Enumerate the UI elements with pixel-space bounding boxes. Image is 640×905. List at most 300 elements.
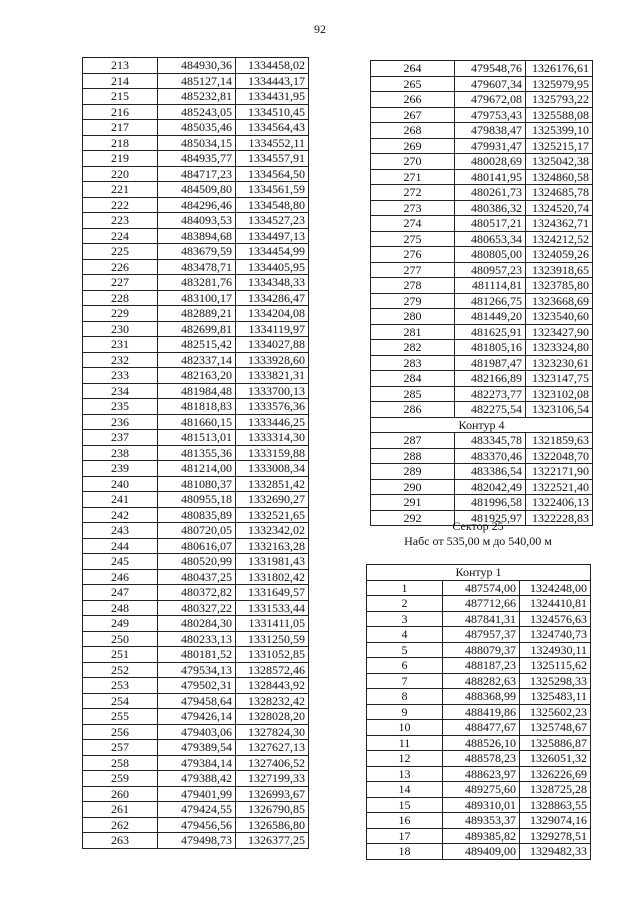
point-number: 265 [371,76,455,92]
y-coordinate: 1324576,63 [520,611,591,627]
y-coordinate: 1327406,52 [236,755,309,771]
point-number: 239 [83,461,158,477]
x-coordinate: 479389,54 [158,740,236,756]
y-coordinate: 1322521,40 [526,479,593,495]
y-coordinate: 1331411,05 [236,616,309,632]
table-row [371,185,593,201]
y-coordinate: 1329278,51 [520,828,591,844]
point-number: 12 [367,751,443,767]
x-coordinate: 481449,20 [455,309,526,325]
x-coordinate: 482273,77 [455,386,526,402]
point-number: 255 [83,709,158,725]
point-number: 257 [83,740,158,756]
point-number: 241 [83,492,158,508]
point-number: 270 [371,154,455,170]
x-coordinate: 489310,01 [443,797,520,813]
y-coordinate: 1328725,28 [520,782,591,798]
table-row [371,76,593,92]
x-coordinate: 479426,14 [158,709,236,725]
point-number: 274 [371,216,455,232]
point-number: 287 [371,433,455,449]
table-row [83,89,309,105]
point-number: 281 [371,324,455,340]
table-row [367,844,591,860]
y-coordinate: 1334557,91 [236,151,309,167]
table-row [371,293,593,309]
x-coordinate: 480517,21 [455,216,526,232]
sector-heading [366,519,590,549]
x-coordinate: 483478,71 [158,259,236,275]
y-coordinate: 1323427,90 [526,324,593,340]
y-coordinate: 1324685,78 [526,185,593,201]
table-row [371,479,593,495]
point-number: 237 [83,430,158,446]
table-row [83,73,309,89]
x-coordinate: 481355,36 [158,445,236,461]
table-row [83,662,309,678]
x-coordinate: 484930,36 [158,58,236,74]
point-number: 224 [83,228,158,244]
x-coordinate: 488282,63 [443,673,520,689]
point-number: 262 [83,817,158,833]
point-number: 283 [371,355,455,371]
x-coordinate: 480720,05 [158,523,236,539]
table-row [83,476,309,492]
point-number: 234 [83,383,158,399]
y-coordinate: 1328572,46 [236,662,309,678]
x-coordinate: 481513,01 [158,430,236,446]
y-coordinate: 1324740,73 [520,627,591,643]
x-coordinate: 482515,42 [158,337,236,353]
point-number: 289 [371,464,455,480]
table-row [371,231,593,247]
table-row [367,627,591,643]
x-coordinate: 481984,48 [158,383,236,399]
table-row [83,321,309,337]
point-number: 5 [367,642,443,658]
x-coordinate: 480327,22 [158,600,236,616]
table-row [83,492,309,508]
y-coordinate: 1333821,31 [236,368,309,384]
y-coordinate: 1325483,11 [520,689,591,705]
point-number: 242 [83,507,158,523]
point-number: 279 [371,293,455,309]
table-row [83,507,309,523]
y-coordinate: 1334454,99 [236,244,309,260]
x-coordinate: 480835,89 [158,507,236,523]
x-coordinate: 483894,68 [158,228,236,244]
y-coordinate: 1334564,43 [236,120,309,136]
y-coordinate: 1334405,95 [236,259,309,275]
table-row [371,154,593,170]
y-coordinate: 1323102,08 [526,386,593,402]
table-row [83,275,309,291]
x-coordinate: 479424,55 [158,802,236,818]
x-coordinate: 483679,59 [158,244,236,260]
x-coordinate: 479534,13 [158,662,236,678]
y-coordinate: 1334497,13 [236,228,309,244]
x-coordinate: 488419,86 [443,704,520,720]
x-coordinate: 484717,23 [158,166,236,182]
table-row [371,61,593,77]
y-coordinate: 1334348,33 [236,275,309,291]
y-coordinate: 1331802,42 [236,569,309,585]
point-number: 244 [83,538,158,554]
table-row [367,642,591,658]
y-coordinate: 1331052,85 [236,647,309,663]
x-coordinate: 479401,99 [158,786,236,802]
x-coordinate: 489385,82 [443,828,520,844]
point-number: 228 [83,290,158,306]
y-coordinate: 1334527,23 [236,213,309,229]
point-number: 2 [367,596,443,612]
y-coordinate: 1324930,11 [520,642,591,658]
y-coordinate: 1326226,69 [520,766,591,782]
x-coordinate: 479672,08 [455,92,526,108]
point-number: 291 [371,495,455,511]
x-coordinate: 485127,14 [158,73,236,89]
table-row [371,200,593,216]
x-coordinate: 485243,05 [158,104,236,120]
y-coordinate: 1333159,88 [236,445,309,461]
x-coordinate: 479456,56 [158,817,236,833]
point-number: 18 [367,844,443,860]
table-row [83,104,309,120]
x-coordinate: 482337,14 [158,352,236,368]
x-coordinate: 483386,54 [455,464,526,480]
x-coordinate: 488477,67 [443,720,520,736]
y-coordinate: 1328443,92 [236,678,309,694]
x-coordinate: 479753,43 [455,107,526,123]
point-number: 6 [367,658,443,674]
point-number: 214 [83,73,158,89]
x-coordinate: 487712,66 [443,596,520,612]
table-row [83,120,309,136]
point-number: 8 [367,689,443,705]
table-row [367,611,591,627]
y-coordinate: 1322406,13 [526,495,593,511]
y-coordinate: 1326377,25 [236,833,309,849]
table-row [371,278,593,294]
y-coordinate: 1329482,33 [520,844,591,860]
y-coordinate: 1323540,60 [526,309,593,325]
table-row [83,538,309,554]
table-row [83,724,309,740]
point-number: 273 [371,200,455,216]
table-row [367,720,591,736]
table-row [371,92,593,108]
point-number: 13 [367,766,443,782]
y-coordinate: 1332163,28 [236,538,309,554]
table-row [83,259,309,275]
x-coordinate: 481987,47 [455,355,526,371]
point-number: 215 [83,89,158,105]
y-coordinate: 1325886,87 [520,735,591,751]
table-row [371,402,593,418]
table-row [83,802,309,818]
point-number: 251 [83,647,158,663]
x-coordinate: 479931,47 [455,138,526,154]
point-number: 4 [367,627,443,643]
point-number: 263 [83,833,158,849]
x-coordinate: 480437,25 [158,569,236,585]
x-coordinate: 480616,07 [158,538,236,554]
point-number: 252 [83,662,158,678]
point-number: 1 [367,580,443,596]
x-coordinate: 480261,73 [455,185,526,201]
y-coordinate: 1325602,23 [520,704,591,720]
x-coordinate: 479384,14 [158,755,236,771]
point-number: 248 [83,600,158,616]
y-coordinate: 1323785,80 [526,278,593,294]
point-number: 3 [367,611,443,627]
contour-4-label-row [371,417,593,433]
x-coordinate: 480141,95 [455,169,526,185]
point-number: 259 [83,771,158,787]
y-coordinate: 1334431,95 [236,89,309,105]
y-coordinate: 1323324,80 [526,340,593,356]
table-row [83,631,309,647]
x-coordinate: 488368,99 [443,689,520,705]
y-coordinate: 1334510,45 [236,104,309,120]
table-row [367,704,591,720]
y-coordinate: 1322171,90 [526,464,593,480]
sector-title: Сектор 25 [452,519,504,533]
x-coordinate: 488623,97 [443,766,520,782]
y-coordinate: 1326993,67 [236,786,309,802]
table-row [83,771,309,787]
point-number: 229 [83,306,158,322]
x-coordinate: 484509,80 [158,182,236,198]
point-number: 256 [83,724,158,740]
y-coordinate: 1325115,62 [520,658,591,674]
table-row [83,306,309,322]
x-coordinate: 487957,37 [443,627,520,643]
table-row [367,797,591,813]
y-coordinate: 1331250,59 [236,631,309,647]
point-number: 221 [83,182,158,198]
y-coordinate: 1334564,50 [236,166,309,182]
y-coordinate: 1325793,22 [526,92,593,108]
table-row [371,464,593,480]
y-coordinate: 1323230,61 [526,355,593,371]
table-row [367,766,591,782]
y-coordinate: 1325748,67 [520,720,591,736]
table-row [83,600,309,616]
y-coordinate: 1324248,00 [520,580,591,596]
table-row [83,352,309,368]
x-coordinate: 480028,69 [455,154,526,170]
point-number: 233 [83,368,158,384]
table-row [83,523,309,539]
point-number: 288 [371,448,455,464]
table-row [83,197,309,213]
point-number: 278 [371,278,455,294]
point-number: 220 [83,166,158,182]
table-row [371,247,593,263]
x-coordinate: 479548,76 [455,61,526,77]
point-number: 218 [83,135,158,151]
table-row [83,213,309,229]
table-row [367,658,591,674]
point-number: 243 [83,523,158,539]
y-coordinate: 1334286,47 [236,290,309,306]
point-number: 227 [83,275,158,291]
x-coordinate: 480957,23 [455,262,526,278]
x-coordinate: 479838,47 [455,123,526,139]
x-coordinate: 479403,06 [158,724,236,740]
table-row [83,755,309,771]
y-coordinate: 1324212,52 [526,231,593,247]
x-coordinate: 484093,53 [158,213,236,229]
y-coordinate: 1323147,75 [526,371,593,387]
y-coordinate: 1321859,63 [526,433,593,449]
point-number: 14 [367,782,443,798]
point-number: 254 [83,693,158,709]
table-row [367,751,591,767]
point-number: 7 [367,673,443,689]
point-number: 240 [83,476,158,492]
x-coordinate: 484296,46 [158,197,236,213]
table-row [367,580,591,596]
y-coordinate: 1328028,20 [236,709,309,725]
x-coordinate: 488578,23 [443,751,520,767]
y-coordinate: 1323668,69 [526,293,593,309]
x-coordinate: 481080,37 [158,476,236,492]
table-row [371,495,593,511]
point-number: 277 [371,262,455,278]
x-coordinate: 487574,00 [443,580,520,596]
table-row [371,138,593,154]
x-coordinate: 480284,30 [158,616,236,632]
table-row [83,569,309,585]
y-coordinate: 1332342,02 [236,523,309,539]
x-coordinate: 481925,97 [455,510,526,526]
table-row [371,386,593,402]
x-coordinate: 482275,54 [455,402,526,418]
x-coordinate: 481625,91 [455,324,526,340]
point-number: 232 [83,352,158,368]
x-coordinate: 482699,81 [158,321,236,337]
table-row [83,461,309,477]
table-row [367,735,591,751]
point-number: 245 [83,554,158,570]
y-coordinate: 1327627,13 [236,740,309,756]
x-coordinate: 481266,75 [455,293,526,309]
table-row [83,740,309,756]
point-number: 231 [83,337,158,353]
point-number: 285 [371,386,455,402]
x-coordinate: 488526,10 [443,735,520,751]
point-number: 286 [371,402,455,418]
table-row [83,554,309,570]
x-coordinate: 480805,00 [455,247,526,263]
point-number: 15 [367,797,443,813]
right-coordinate-table [370,60,593,526]
table-row [83,151,309,167]
x-coordinate: 481805,16 [455,340,526,356]
table-row [83,399,309,415]
point-number: 213 [83,58,158,74]
table-row [83,430,309,446]
x-coordinate: 483345,78 [455,433,526,449]
sector-25-table [366,564,591,860]
point-number: 235 [83,399,158,415]
x-coordinate: 481818,83 [158,399,236,415]
y-coordinate: 1325399,10 [526,123,593,139]
y-coordinate: 1333314,30 [236,430,309,446]
point-number: 216 [83,104,158,120]
x-coordinate: 480233,13 [158,631,236,647]
y-coordinate: 1328863,55 [520,797,591,813]
point-number: 219 [83,151,158,167]
point-number: 267 [371,107,455,123]
x-coordinate: 489353,37 [443,813,520,829]
x-coordinate: 480955,18 [158,492,236,508]
table-row [371,309,593,325]
table-row [83,693,309,709]
contour-1-label: Контур 1 [367,565,591,581]
y-coordinate: 1334443,17 [236,73,309,89]
point-number: 236 [83,414,158,430]
table-row [371,448,593,464]
table-row [367,828,591,844]
y-coordinate: 1329074,16 [520,813,591,829]
point-number: 264 [371,61,455,77]
y-coordinate: 1325979,95 [526,76,593,92]
x-coordinate: 483370,46 [455,448,526,464]
table-row [83,414,309,430]
x-coordinate: 480386,32 [455,200,526,216]
table-row [371,324,593,340]
x-coordinate: 482889,21 [158,306,236,322]
y-coordinate: 1323918,65 [526,262,593,278]
point-number: 225 [83,244,158,260]
point-number: 290 [371,479,455,495]
point-number: 275 [371,231,455,247]
x-coordinate: 481996,58 [455,495,526,511]
x-coordinate: 485035,46 [158,120,236,136]
table-row [83,368,309,384]
table-row [83,135,309,151]
point-number: 17 [367,828,443,844]
table-row [83,290,309,306]
y-coordinate: 1331981,43 [236,554,309,570]
point-number: 10 [367,720,443,736]
y-coordinate: 1326051,32 [520,751,591,767]
table-row [371,371,593,387]
table-row [371,433,593,449]
table-row [367,673,591,689]
page-number: 92 [314,22,326,36]
table-row [83,616,309,632]
point-number: 223 [83,213,158,229]
sector-subtitle: Набс от 535,00 м до 540,00 м [404,534,552,548]
x-coordinate: 480181,52 [158,647,236,663]
x-coordinate: 479502,31 [158,678,236,694]
x-coordinate: 488187,23 [443,658,520,674]
y-coordinate: 1322048,70 [526,448,593,464]
y-coordinate: 1326586,80 [236,817,309,833]
x-coordinate: 485034,15 [158,135,236,151]
point-number: 282 [371,340,455,356]
point-number: 292 [371,510,455,526]
point-number: 280 [371,309,455,325]
y-coordinate: 1325215,17 [526,138,593,154]
y-coordinate: 1326176,61 [526,61,593,77]
y-coordinate: 1334548,80 [236,197,309,213]
x-coordinate: 479498,73 [158,833,236,849]
